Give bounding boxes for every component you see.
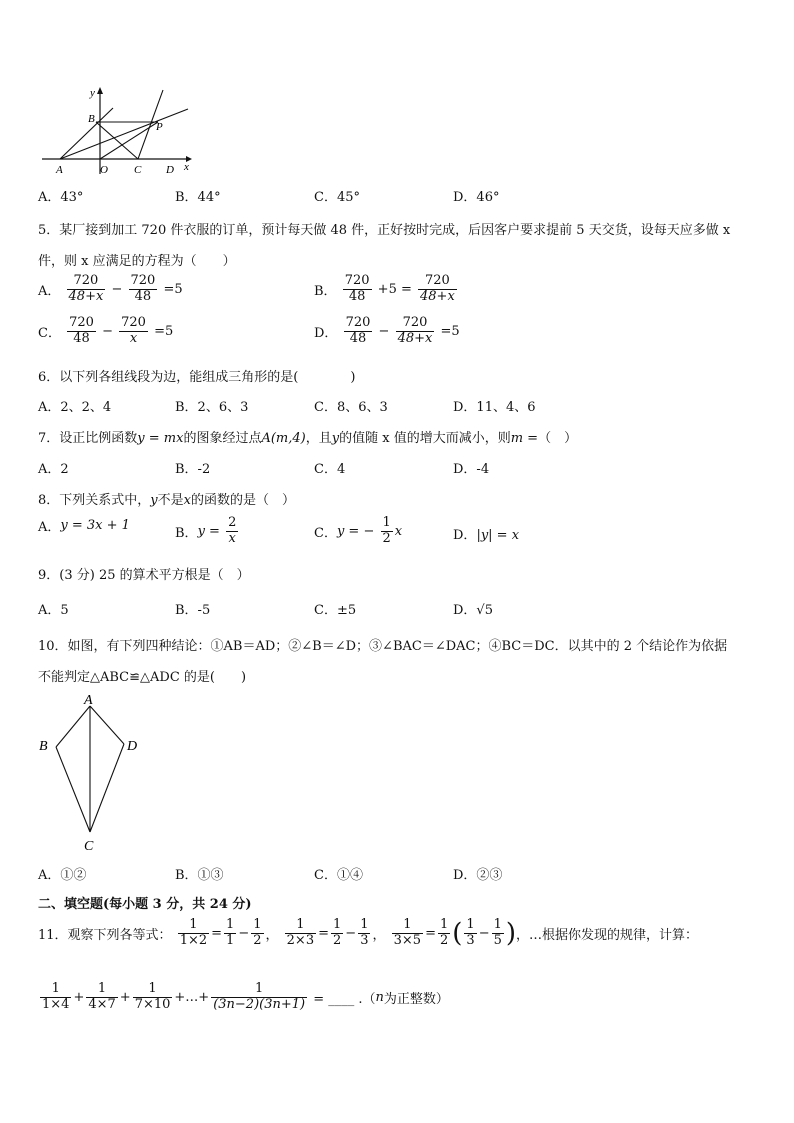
q9-option-d: D．√5 bbox=[453, 603, 493, 618]
q11-line1: 11．观察下列各等式： $\frac{1}{1\times 2}$ = $\frac{1}{1}$ − $\frac{1}{2}$ ， $\frac{1}{2\times 3}$ = $\frac{1}{2}$ − $\frac{1}{3}$ ， $\frac{1}{3\times 5}$ = $\frac{1}{2}$ ( $\frac{1}{3}$ − $\frac{1}{5}$ )，…根据你发现的规律，计算： bbox=[38, 917, 699, 949]
fraction: $\frac{1}{1\times 2}$ bbox=[179, 917, 208, 948]
line-BC bbox=[56, 747, 90, 832]
option-letter: B． bbox=[314, 283, 337, 299]
line-through-A bbox=[60, 109, 188, 159]
fraction: $\frac{1}{4\times 7}$ bbox=[88, 981, 116, 1012]
q6-option-a: A．2、2、4 bbox=[38, 400, 112, 415]
option-letter: A． bbox=[38, 283, 61, 299]
q11-line2: $\frac{1}{1\times 4}$ + $\frac{1}{4\times 7}$ + $\frac{1}{7\times 10}$ +…+ $\frac{1}{(3n-2)(3n+1)}$ = ____ .（n为正整数） bbox=[42, 981, 449, 1012]
label-D: D bbox=[166, 164, 174, 176]
q6-option-d: D．11、4、6 bbox=[453, 400, 536, 415]
q9-option-a: A．5 bbox=[38, 603, 69, 618]
q7-option-b: B．-2 bbox=[175, 462, 211, 477]
label-A: A bbox=[56, 164, 63, 176]
q9-text: 9．(3 分) 25 的算术平方根是（ ） bbox=[38, 568, 250, 583]
q5-option-d: D． $\frac{720}{48}$ − $\frac{720}{48+x}$ =5 bbox=[314, 315, 460, 346]
q7-text: 7．设正比例函数y = mx的图象经过点A(m,4)，且y的值随 x 值的增大而减小，则m =（ ） bbox=[38, 431, 578, 446]
fraction: $\frac{1}{2}$ bbox=[333, 917, 342, 948]
q9-option-c: C．±5 bbox=[314, 603, 357, 618]
q5-option-c: C． $\frac{720}{48}$ − $\frac{720}{x}$ =5 bbox=[38, 315, 174, 346]
label-y: y bbox=[90, 87, 95, 99]
label-A: A bbox=[84, 693, 93, 708]
q4-option-a: A．43° bbox=[38, 190, 84, 205]
fraction: $\frac{1}{3}$ bbox=[360, 917, 369, 948]
q4-coordinate-figure bbox=[38, 82, 198, 177]
fraction: $\frac{1}{5}$ bbox=[493, 917, 502, 948]
q6-option-c: C．8、6、3 bbox=[314, 400, 388, 415]
q8-option-d: D．|y| = x bbox=[453, 528, 520, 543]
q10-option-b: B．①③ bbox=[175, 868, 224, 883]
fraction: $\frac{720}{48+x}$ bbox=[397, 315, 433, 346]
fraction: $\frac{1}{3\times 5}$ bbox=[393, 917, 422, 948]
label-C: C bbox=[84, 839, 94, 854]
q5-text-line1: 5．某厂接到加工 720 件衣服的订单，预计每天做 48 件，正好按时完成，后因客户要求提前 5 天交货，设每天应多做 x bbox=[38, 223, 731, 238]
fraction: $\frac{720}{48}$ bbox=[344, 273, 370, 304]
fraction: $\frac{1}{7\times 10}$ bbox=[134, 981, 171, 1012]
line-AB bbox=[56, 706, 90, 747]
option-letter: C． bbox=[38, 325, 61, 341]
option-letter: D． bbox=[314, 325, 338, 341]
q7-option-d: D．-4 bbox=[453, 462, 490, 477]
line-BC bbox=[96, 122, 138, 159]
fraction: $\frac{720}{48+x}$ bbox=[420, 273, 455, 304]
q6-option-b: B．2、6、3 bbox=[175, 400, 249, 415]
fraction: $\frac{1}{1}$ bbox=[226, 917, 235, 948]
q5-text-line2: 件，则 x 应满足的方程为（ ） bbox=[38, 254, 236, 269]
fraction: $\frac{1}{1\times 4}$ bbox=[42, 981, 70, 1012]
q7-option-c: C．4 bbox=[314, 462, 346, 477]
fraction: $\frac{1}{2}$ bbox=[253, 917, 262, 948]
q10-kite-figure bbox=[36, 692, 146, 857]
fraction: $\frac{720}{48}$ bbox=[130, 273, 156, 304]
q4-option-d: D．46° bbox=[453, 190, 500, 205]
q10-option-d: D．②③ bbox=[453, 868, 503, 883]
q8-option-b: B．y = $\frac{2}{x}$ bbox=[175, 515, 237, 546]
q7-option-a: A．2 bbox=[38, 462, 69, 477]
q9-option-b: B．-5 bbox=[175, 603, 211, 618]
fraction: $\frac{2}{x}$ bbox=[228, 515, 237, 546]
line-AD bbox=[90, 706, 124, 744]
label-P: P bbox=[156, 121, 163, 133]
fraction: $\frac{1}{3}$ bbox=[466, 917, 475, 948]
q10-text-line1: 10．如图，有下列四种结论：①AB＝AD；②∠B＝∠D；③∠BAC＝∠DAC；④BC＝DC．以其中的 2 个结论作为依据 bbox=[38, 639, 728, 654]
q6-text: 6．以下列各组线段为边，能组成三角形的是( ) bbox=[38, 370, 356, 385]
label-D: D bbox=[127, 739, 138, 754]
label-B: B bbox=[88, 113, 95, 125]
q8-option-a: A．y = 3x + 1 bbox=[38, 518, 130, 535]
q7-function: y = mx bbox=[137, 431, 184, 446]
q4-option-c: C．45° bbox=[314, 190, 360, 205]
section-title: 二、填空题(每小题 3 分，共 24 分) bbox=[38, 897, 252, 912]
q5-option-b: B． $\frac{720}{48}$ +5 = $\frac{720}{48+x}$ bbox=[314, 273, 455, 304]
y-axis-arrow bbox=[97, 87, 103, 94]
fraction: $\frac{1}{(3n-2)(3n+1)}$ bbox=[213, 981, 306, 1012]
fraction: $\frac{720}{48}$ bbox=[345, 315, 371, 346]
fraction: $\frac{1}{2\times 3}$ bbox=[286, 917, 315, 948]
label-O: O bbox=[100, 164, 108, 176]
q10-option-a: A．①② bbox=[38, 868, 87, 883]
line-DC bbox=[90, 744, 124, 832]
fraction: $\frac{1}{2}$ bbox=[382, 515, 391, 546]
q5-option-a: A． $\frac{720}{48+x}$ − $\frac{720}{48}$ =5 bbox=[38, 273, 183, 304]
line-AB bbox=[60, 108, 113, 159]
q8-text: 8．下列关系式中，y不是x的函数的是（ ） bbox=[38, 493, 296, 508]
q4-option-b: B．44° bbox=[175, 190, 221, 205]
fraction: $\frac{1}{2}$ bbox=[439, 917, 449, 948]
q8-option-c: C．y = − $\frac{1}{2}$ x bbox=[314, 515, 403, 546]
fraction: $\frac{720}{48}$ bbox=[69, 315, 94, 346]
label-B: B bbox=[39, 739, 48, 754]
label-C: C bbox=[134, 164, 142, 176]
q10-text-line2: 不能判定△ABC≌△ADC 的是( ) bbox=[38, 670, 247, 685]
q10-option-c: C．①④ bbox=[314, 868, 363, 883]
q7-point: A(m,4) bbox=[261, 431, 306, 446]
label-x: x bbox=[184, 161, 189, 173]
fraction: $\frac{720}{x}$ bbox=[121, 315, 146, 346]
fraction: $\frac{720}{48+x}$ bbox=[68, 273, 104, 304]
